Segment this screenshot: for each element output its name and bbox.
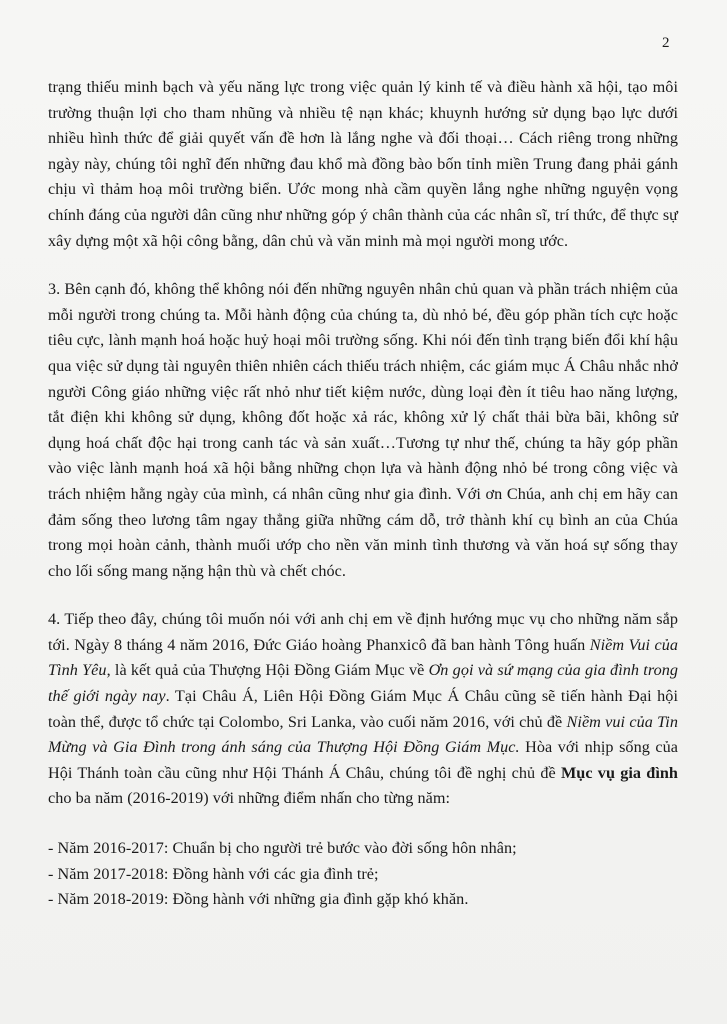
assembly-theme: Niềm vui của Tin Mừng và Gia Đình trong ánh sáng của Thượng Hội Đồng Giám Mục. [48, 712, 678, 757]
paragraph-4-text-3: . Tại Châu Á, Liên Hội Đồng Giám Mục Á Châu cũng sẽ tiến hành Đại hội toàn thể, được tổ chức tại Colombo, Sri Lanka, vào cuối năm 2016, với chủ đề [48, 687, 678, 731]
paragraph-4-text-4: Hòa với nhịp sống của Hội Thánh toàn cầu cũng như Hội Thánh Á Châu, chúng tôi đề nghị chủ đề [48, 738, 678, 782]
paragraph-continuation: trạng thiếu minh bạch và yếu năng lực trong việc quản lý kinh tế và điều hành xã hội, tạo môi trường thuận lợi cho tham nhũng và nhiều tệ nạn khác; khuynh hướng sử dụng bạo lực dưới nhiều hình thức để giải quyết vấn đề hơn là lắng nghe và đối thoại… Cách riêng trong những ngày này, chúng tôi nghĩ đến những đau khổ mà đồng bào bốn tỉnh miền Trung đang phải gánh chịu vì thảm hoạ môi trường biển. Ước mong nhà cầm quyền lắng nghe những nguyện vọng chính đáng của người dân cũng như những góp ý chân thành của các nhân sĩ, trí thức, để thực sự xây dựng một xã hội công bằng, dân chủ và văn minh mà mọi người mong ước. [48, 78, 678, 250]
paragraph-4-text-2: , là kết quả của Thượng Hội Đồng Giám Mục về [106, 661, 429, 680]
synod-theme: Ơn gọi và sứ mạng của gia đình trong thế giới ngày nay [48, 661, 678, 706]
paragraph-4-text-1: 4. Tiếp theo đây, chúng tôi muốn nói với anh chị em về định hướng mục vụ cho những năm sắp tới. Ngày 8 tháng 4 năm 2016, Đức Giáo hoàng Phanxicô đã ban hành Tông huấn [48, 610, 678, 654]
paragraph-4-text-5: cho ba năm (2016-2019) với những điểm nhấn cho từng năm: [48, 789, 451, 808]
page-number: 2 [662, 35, 670, 51]
exhortation-title: Niềm Vui của Tình Yêu [48, 635, 678, 680]
paragraph-4 [48, 607, 678, 812]
paragraph-3: 3. Bên cạnh đó, không thể không nói đến những nguyên nhân chủ quan và phần trách nhiệm của mỗi người trong chúng ta. Mỗi hành động của chúng ta, dù nhỏ bé, đều góp phần tích cực hoặc tiêu cực, lành mạnh hoá hoặc huỷ hoại môi trường sống. Khi nói đến tình trạng biến đổi khí hậu qua việc sử dụng tài nguyên thiên nhiên cách thiếu trách nhiệm, các giám mục Á Châu nhắc nhở người Công giáo những việc rất nhỏ như tiết kiệm nước, dùng loại đèn ít tiêu hao năng lượng, tắt điện khi không sử dụng, không đốt hoặc xả rác, không xử lý chất thải bừa bãi, không sử dụng hoá chất độc hại trong canh tác và sản xuất…Tương tự như thế, chúng ta hãy góp phần vào việc lành mạnh hoá xã hội bằng những chọn lựa và hành động nhỏ bé trong công việc và trách nhiệm hằng ngày của mình, cá nhân cũng như gia đình. Với ơn Chúa, anh chị em hãy can đảm sống theo lương tâm ngay thẳng giữa những cám dỗ, trở thành khí cụ bình an của Chúa trong mọi hoàn cảnh, thành muối ướp cho nền văn minh tình thương và văn hoá sự sống thay cho lối sống mang nặng hận thù và chết chóc. [48, 280, 678, 580]
list-item: - Năm 2016-2017: Chuẩn bị cho người trẻ bước vào đời sống hôn nhân; [48, 839, 517, 858]
document-body [48, 75, 678, 913]
pastoral-theme: Mục vụ gia đình [560, 763, 678, 782]
list-item: - Năm 2017-2018: Đồng hành với các gia đình trẻ; [48, 864, 379, 883]
yearly-focus-list [48, 836, 678, 913]
list-item: - Năm 2018-2019: Đồng hành với những gia đình gặp khó khăn. [48, 890, 469, 909]
